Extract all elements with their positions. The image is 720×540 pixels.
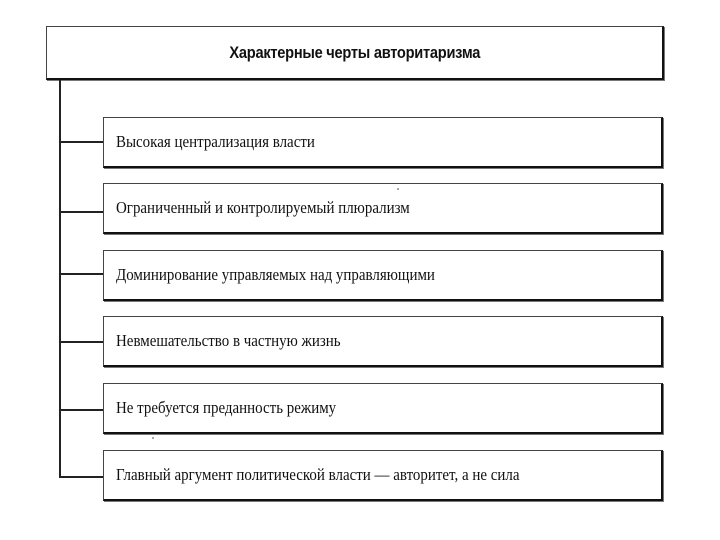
connector-branch-6 — [59, 476, 103, 478]
connector-branch-2 — [59, 211, 103, 213]
scan-speck — [397, 188, 399, 190]
feature-box-3 — [103, 250, 663, 301]
connector-trunk — [59, 80, 61, 477]
feature-label: Доминирование управляемых над управляющими — [116, 265, 435, 284]
diagram-title: Характерные черты авторитаризма — [229, 42, 480, 62]
feature-label: Ограниченный и контролируемый плюрализм — [116, 198, 410, 217]
connector-branch-5 — [59, 409, 103, 411]
feature-box-6 — [103, 450, 663, 501]
feature-box-1 — [103, 117, 663, 168]
diagram-title-box — [46, 26, 664, 80]
feature-label: Невмешательство в частную жизнь — [116, 331, 341, 350]
connector-branch-1 — [59, 141, 103, 143]
feature-label: Не требуется преданность режиму — [116, 398, 337, 417]
feature-box-4 — [103, 316, 663, 367]
feature-box-2 — [103, 183, 663, 234]
feature-box-5 — [103, 383, 663, 434]
connector-branch-3 — [59, 273, 103, 275]
feature-label: Высокая централизация власти — [116, 132, 315, 151]
scan-speck — [152, 437, 154, 439]
feature-label: Главный аргумент политической власти — авторитет, а не сила — [116, 465, 520, 484]
connector-branch-4 — [59, 341, 103, 343]
